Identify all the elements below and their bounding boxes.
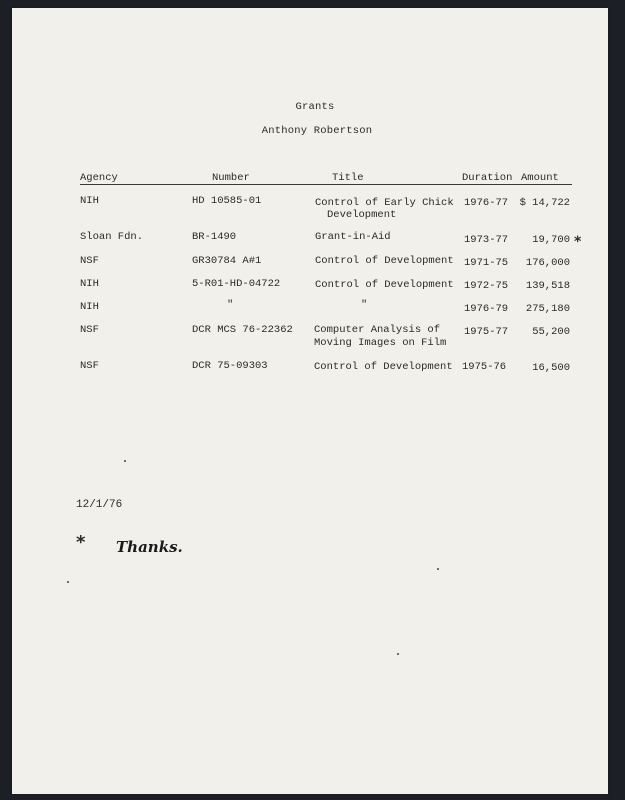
paper-speck <box>124 460 126 462</box>
header-title: Title <box>332 172 364 184</box>
row-duration: 1972-75 <box>464 280 509 292</box>
row-duration: 1975-77 <box>464 326 509 338</box>
row-amount: 16,500 <box>532 362 570 374</box>
row-number: 5-R01-HD-04722 <box>192 278 281 290</box>
row-number: GR30784 A#1 <box>192 255 262 267</box>
header-agency: Agency <box>80 172 118 184</box>
row-title: Control of Development <box>314 361 453 373</box>
header-rule <box>80 184 572 185</box>
document-page <box>12 8 608 794</box>
row-agency: Sloan Fdn. <box>80 231 144 243</box>
row-agency: NSF <box>80 255 99 267</box>
handwritten-note: Thanks. <box>116 538 183 556</box>
row-title: Control of Development <box>315 255 454 267</box>
row-title-ditto: " <box>361 299 368 311</box>
row-duration: 1976-77 <box>464 197 509 209</box>
row-number: DCR 75-09303 <box>192 360 268 372</box>
paper-speck <box>397 653 399 655</box>
paper-speck <box>437 568 439 570</box>
row-agency: NSF <box>80 360 99 372</box>
row-duration: 1973-77 <box>464 234 509 246</box>
row-title: Grant-in-Aid <box>315 231 391 243</box>
footnote-star-mark: * <box>76 532 86 553</box>
row-number: BR-1490 <box>192 231 237 243</box>
row-agency: NIH <box>80 301 99 313</box>
row-agency: NIH <box>80 195 99 207</box>
row-amount: 176,000 <box>525 257 570 269</box>
row-title: Control of Development <box>315 279 454 291</box>
row-agency: NSF <box>80 324 99 336</box>
row-title: Control of Early Chick <box>315 197 454 209</box>
row-number: HD 10585-01 <box>192 195 262 207</box>
row-amount: 275,180 <box>525 303 570 315</box>
header-duration: Duration <box>462 172 513 184</box>
row-star-mark: * <box>574 234 582 250</box>
paper-speck <box>67 581 69 583</box>
row-number: DCR MCS 76-22362 <box>192 324 293 336</box>
row-agency: NIH <box>80 278 99 290</box>
row-title-cont: Moving Images on Film <box>314 337 447 349</box>
row-amount: 55,200 <box>532 326 570 338</box>
header-amount: Amount <box>521 172 559 184</box>
row-amount: 19,700 <box>532 234 570 246</box>
document-title: Grants <box>295 101 335 113</box>
row-duration: 1976-79 <box>464 303 509 315</box>
document-date: 12/1/76 <box>76 499 123 511</box>
row-amount: $ 14,722 <box>519 197 570 209</box>
header-number: Number <box>212 172 250 184</box>
row-duration: 1971-75 <box>464 257 509 269</box>
row-amount: 139,518 <box>525 280 570 292</box>
row-title-cont: Development <box>327 209 397 221</box>
document-subtitle: Anthony Robertson <box>261 125 373 137</box>
row-duration: 1975-76 <box>462 361 507 373</box>
row-title: Computer Analysis of <box>314 324 441 336</box>
row-number-ditto: " <box>227 299 234 311</box>
